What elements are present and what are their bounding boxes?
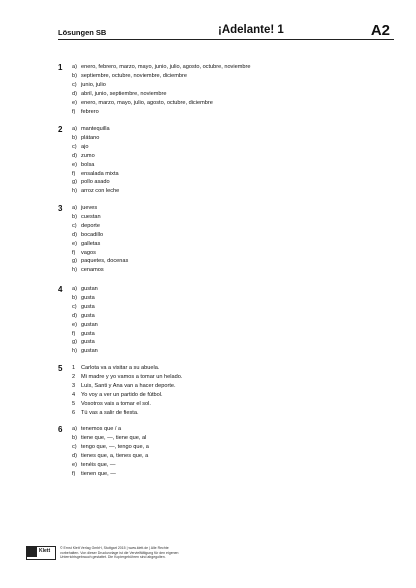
answer-text: Mi madre y yo vamos a tomar un helado. [81, 373, 183, 380]
answer-text: febrero [81, 108, 99, 115]
answer-text: tenéis que, — [81, 461, 116, 468]
answer-text: gusta [81, 303, 95, 310]
answer-item [72, 143, 119, 152]
answer-item [72, 461, 149, 470]
answer-text: Vosotros vais a tomar el sol. [81, 400, 151, 407]
answer-letter: 4 [72, 391, 76, 398]
answer-item [72, 213, 128, 222]
answer-letter: e) [72, 461, 77, 468]
answer-text: gusta [81, 339, 95, 346]
answer-text: gustan [81, 286, 98, 292]
answer-text: deporte [81, 222, 100, 229]
answer-text: arroz con leche [81, 188, 120, 195]
answer-letter: b) [72, 294, 77, 301]
answer-text: Tú vas a salir de fiesta. [81, 409, 139, 416]
answer-letter: h) [72, 348, 77, 355]
answer-item [72, 294, 98, 303]
answer-letter: b) [72, 72, 77, 79]
answer-item [72, 134, 119, 143]
answer-item [72, 400, 182, 409]
answer-letter: a) [72, 126, 77, 132]
answer-letter: e) [72, 99, 77, 106]
answer-item [72, 266, 128, 275]
answer-letter: a) [72, 286, 77, 292]
copyright-notice [60, 546, 179, 560]
answer-item [72, 382, 182, 391]
answer-letter: f) [72, 249, 76, 256]
answer-text: vagos [81, 249, 96, 256]
answer-item [72, 434, 149, 443]
answer-letter: a) [72, 64, 77, 70]
answer-text: tienes que, a, tienes que, a [81, 452, 149, 459]
answer-text: cenamos [81, 267, 104, 274]
answer-letter: c) [72, 443, 77, 450]
answer-text: gusta [81, 330, 95, 337]
answer-letter: g) [72, 179, 77, 186]
answer-item [72, 63, 250, 72]
answer-item [72, 338, 98, 347]
answer-list [72, 285, 98, 356]
answer-letter: e) [72, 240, 77, 247]
answer-letter: d) [72, 312, 77, 319]
answer-item [72, 330, 98, 339]
answer-text: pollo asado [81, 179, 110, 186]
answer-text: zumo [81, 152, 95, 159]
answer-item [72, 347, 98, 356]
answer-letter: h) [72, 267, 77, 274]
answer-text: paquetes, docenas [81, 258, 129, 265]
answer-item [72, 321, 98, 330]
answer-item [72, 108, 250, 117]
answer-item [72, 178, 119, 187]
answer-text: cuestan [81, 213, 101, 220]
logo-text: Klett [39, 548, 51, 554]
answer-item [72, 81, 250, 90]
answer-text: tiene que, —, tiene que, al [81, 434, 147, 441]
exercise-number: 3 [58, 204, 63, 213]
answer-text: bocadillo [81, 231, 104, 238]
answer-item [72, 170, 119, 179]
answer-item [72, 470, 149, 479]
answer-item [72, 72, 250, 81]
answer-item [72, 303, 98, 312]
exercise-number: 4 [58, 285, 63, 294]
answer-letter: f) [72, 108, 76, 115]
answer-text: bolsa [81, 161, 95, 168]
answer-text: Carlota va a visitar a su abuela. [81, 365, 160, 371]
answer-text: abril, junio, septiembre, noviembre [81, 90, 167, 97]
answer-item [72, 373, 182, 382]
answer-list [72, 425, 149, 478]
copyright-line: Unterrichtsgebrauch gestattet. Die Kopiergebühren sind abgegolten. [60, 555, 166, 560]
answer-text: tengo que, —, tengo que, a [81, 443, 149, 450]
answer-letter: g) [72, 258, 77, 265]
answer-item [72, 391, 182, 400]
answer-item [72, 204, 128, 213]
answer-letter: g) [72, 339, 77, 346]
exercise-number: 1 [58, 63, 63, 72]
answer-list [72, 364, 182, 417]
answer-text: mantequilla [81, 126, 110, 132]
answer-letter: d) [72, 452, 77, 459]
answer-letter: h) [72, 188, 77, 195]
answer-letter: b) [72, 134, 77, 141]
answer-text: gustan [81, 321, 98, 328]
answer-letter: d) [72, 90, 77, 97]
answer-item [72, 125, 119, 134]
answer-text: ensalada mixta [81, 170, 119, 177]
answer-letter: 2 [72, 373, 76, 380]
answer-text: tenemos que / a [81, 426, 122, 432]
answer-letter: c) [72, 143, 77, 150]
answer-letter: b) [72, 434, 77, 441]
answer-text: enero, marzo, mayo, julio, agosto, octubre, diciembre [81, 99, 213, 106]
answer-text: enero, febrero, marzo, mayo, junio, julio, agosto, octubre, noviembre [81, 64, 251, 70]
answer-letter: b) [72, 213, 77, 220]
answer-text: galletas [81, 240, 101, 247]
klett-logo [26, 546, 56, 560]
answer-item [72, 249, 128, 258]
exercise-number: 2 [58, 125, 63, 134]
answer-letter: a) [72, 426, 77, 432]
answer-text: gusta [81, 294, 95, 301]
answer-item [72, 187, 119, 196]
answer-item [72, 257, 128, 266]
answer-letter: d) [72, 152, 77, 159]
answer-letter: f) [72, 170, 76, 177]
answer-text: jueves [81, 205, 98, 211]
answer-letter: 3 [72, 382, 76, 389]
answer-item [72, 285, 98, 294]
answer-text: gusta [81, 312, 95, 319]
answer-item [72, 364, 182, 373]
answer-item [72, 222, 128, 231]
answer-letter: f) [72, 470, 76, 477]
answer-item [72, 443, 149, 452]
answer-item [72, 425, 149, 434]
answer-item [72, 240, 128, 249]
answer-text: plátano [81, 134, 100, 141]
answer-letter: a) [72, 205, 77, 211]
answer-text: junio, julio [81, 81, 106, 88]
answer-item [72, 99, 250, 108]
answer-letter: e) [72, 161, 77, 168]
answer-letter: 5 [72, 400, 76, 407]
answer-item [72, 409, 182, 418]
answer-item [72, 312, 98, 321]
page-header [58, 22, 398, 44]
answer-letter: c) [72, 303, 77, 310]
logo-mark [27, 547, 37, 557]
header-level-badge: A2 [370, 22, 390, 39]
answer-list [72, 63, 250, 116]
exercise-number: 6 [58, 425, 63, 434]
answer-letter: d) [72, 231, 77, 238]
answer-list [72, 125, 119, 196]
answer-item [72, 452, 149, 461]
answer-letter: 1 [72, 365, 76, 371]
answer-item [72, 152, 119, 161]
header-title: ¡Adelante! 1 [218, 24, 284, 36]
answer-letter: c) [72, 222, 77, 229]
exercise-number: 5 [58, 364, 63, 373]
copyright-line: © Ernst Klett Verlag GmbH, Stuttgart 2015 | www.klett.de | Alle Rechte [60, 546, 169, 550]
answer-text: tienen que, — [81, 470, 116, 477]
answer-text: septiembre, octubre, noviembre, diciembre [81, 72, 188, 79]
answer-text: gustan [81, 348, 98, 355]
header-divider [58, 39, 394, 40]
answer-item [72, 161, 119, 170]
answer-letter: c) [72, 81, 77, 88]
answer-text: Luis, Santi y Ana van a hacer deporte. [81, 382, 176, 389]
answer-item [72, 231, 128, 240]
answer-letter: e) [72, 321, 77, 328]
header-left-label: Lösungen SB [58, 28, 107, 37]
answer-letter: 6 [72, 409, 76, 416]
answer-letter: f) [72, 330, 76, 337]
answer-text: Yo voy a ver un partido de fútbol. [81, 391, 163, 398]
answer-list [72, 204, 128, 275]
answer-text: ajo [81, 143, 89, 150]
copyright-line: vorbehalten. Von dieser Druckvorlage ist die Vervielfältigung für den eigenen [60, 550, 179, 555]
answer-item [72, 90, 250, 99]
